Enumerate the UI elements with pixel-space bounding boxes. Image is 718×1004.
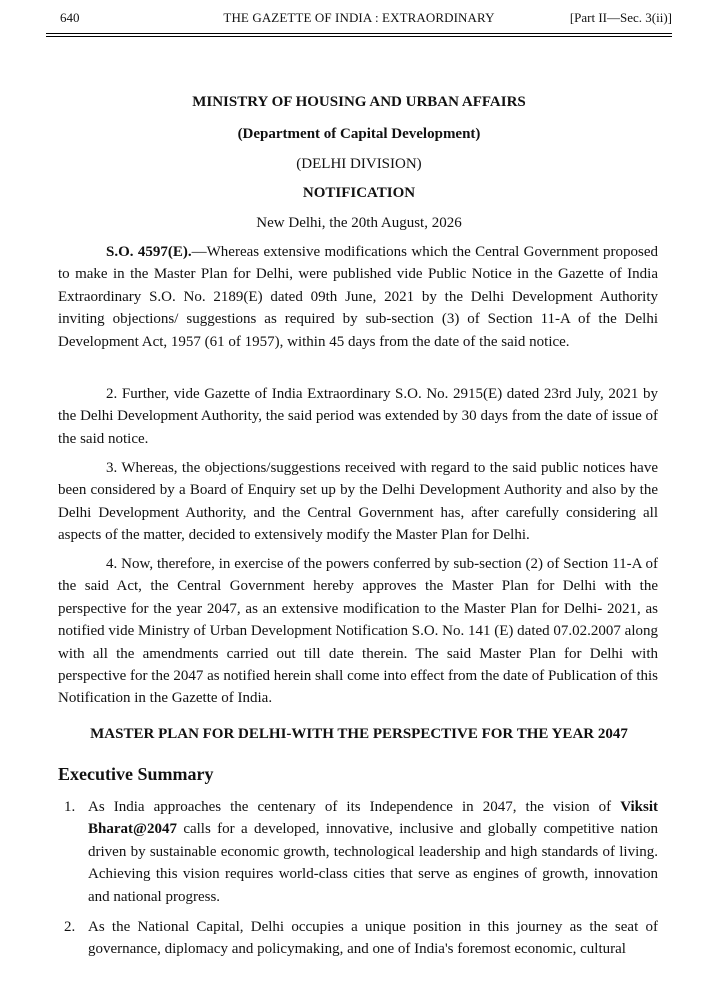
list-item: [58, 916, 658, 961]
list-item-number: 1.: [64, 799, 76, 815]
list-item: [58, 796, 658, 908]
master-plan-title: MASTER PLAN FOR DELHI-WITH THE PERSPECTIVE FOR THE YEAR 2047: [90, 726, 628, 742]
list-item-text: As the National Capital, Delhi occupies a unique position in this journey as the seat of governance, diplomacy and policymaking, and one of India's foremost economic, cultural: [88, 919, 658, 958]
running-header: [46, 10, 672, 30]
order-reference: S.O. 4597(E).: [106, 244, 192, 260]
paragraph-3: 3. Whereas, the objections/suggestions received with regard to the said public notices have been considered by a Board of Enquiry set up by the Delhi Development Authority and also by the Delhi Development Authority, and the Central Government has, after carefully considering all aspects of the matter, decided to extensively modify the Master Plan for Delhi.: [58, 460, 658, 544]
list-item-number: 2.: [64, 919, 76, 935]
gazette-title: THE GAZETTE OF INDIA : EXTRAORDINARY: [223, 10, 495, 25]
notification-heading: NOTIFICATION: [302, 185, 416, 201]
paragraph-1: [58, 241, 658, 353]
page-number: 640: [60, 10, 80, 25]
list-item-text: As India approaches the centenary of its Independence in 2047, the vision of: [88, 799, 621, 815]
department-name: (Department of Capital Development): [237, 126, 481, 142]
list-item-text: calls for a developed, innovative, inclusive and globally competitive nation driven by sustainable economic growth, technological leadership and high standards of living. Achieving this vision requires world-class cities that serve as engines of growth, innovation and national progress.: [88, 821, 658, 905]
paragraph-1-text: —Whereas extensive modifications which the Central Government proposed to make in the Master Plan for Delhi, were published vide Public Notice in the Gazette of India Extraordinary S.O. No. 2189(E) dated 09th June, 2021 by the Delhi Development Authority inviting objections/ suggestions as required by sub-section (3) of Section 11-A of the Delhi Development Act, 1957 (61 of 1957), within 45 days from the date of the said notice.: [58, 244, 658, 350]
date-line: New Delhi, the 20th August, 2026: [256, 215, 462, 231]
part-section: [Part II—Sec. 3(ii)]: [569, 10, 672, 25]
list-item-emphasis: Viksit Bharat@2047: [88, 799, 658, 838]
division-name: (DELHI DIVISION): [296, 156, 422, 172]
executive-summary-heading: Executive Summary: [58, 764, 214, 784]
ministry-name: MINISTRY OF HOUSING AND URBAN AFFAIRS: [192, 94, 526, 110]
header-rule: [46, 36, 672, 37]
header-rule: [46, 33, 672, 34]
paragraph-4: 4. Now, therefore, in exercise of the powers conferred by sub-section (2) of Section 11-A of the said Act, the Central Government hereby approves the Master Plan for Delhi with the perspective for the year 2047, as an extensive modification to the Master Plan for Delhi- 2021, as notified vide Ministry of Urban Development Notification S.O. No. 141 (E) dated 07.02.2007 along with all the amendments carried out till date therein. The said Master Plan for Delhi with perspective for the 2047 as notified herein shall come into effect from the date of Publication of this Notification in the Gazette of India.: [58, 556, 658, 707]
paragraph-2: 2. Further, vide Gazette of India Extraordinary S.O. No. 2915(E) dated 23rd July, 2021 by the Delhi Development Authority, the said period was extended by 30 days from the date of issue of the said notice.: [58, 386, 658, 447]
